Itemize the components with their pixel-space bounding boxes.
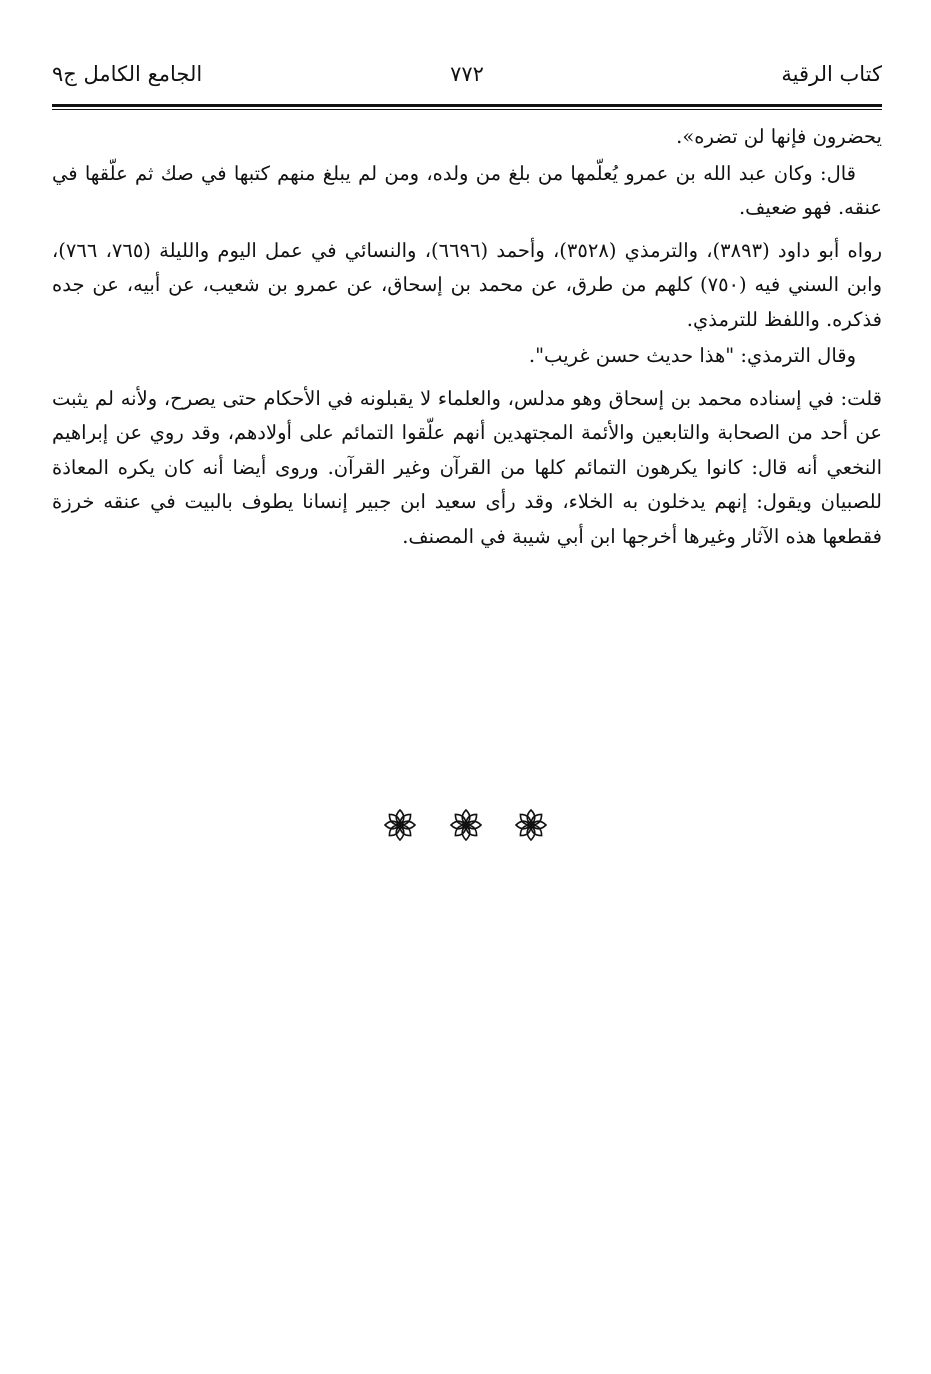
- paragraph-narration: قال: وكان عبد الله بن عمرو يُعلّمها من بلغ من ولده، ومن لم يبلغ منهم كتبها في صك ثم علّقها في عنقه. فهو ضعيف.: [52, 161, 882, 219]
- page-number: ٧٧٢: [450, 62, 484, 86]
- paragraph-tirmidhi-grade: وقال الترمذي: "هذا حديث حسن غريب".: [528, 344, 856, 367]
- running-header-chapter: كتاب الرقية: [781, 62, 882, 86]
- paragraph-hadith-end: يحضرون فإنها لن تضره».: [676, 125, 882, 148]
- flower-ornament-icon: [514, 808, 548, 846]
- flower-ornament-icon: [383, 808, 417, 846]
- section-end-ornaments: [0, 808, 931, 846]
- flower-ornament-icon: [449, 808, 483, 846]
- paragraph-commentary: قلت: في إسناده محمد بن إسحاق وهو مدلس، والعلماء لا يقبلونه في الأحكام حتى يصرح، ولأنه لم يثبت عن أحد من الصحابة والتابعين والأئمة المجتهدين أنهم علّقوا التمائم على أولادهم، وقد روي عن إبراهيم النخعي أنه قال: كانوا يكرهون التمائم كلها من القرآن وغير القرآن. وروى أيضا أنه كان يكره المعاذة للصبيان ويقول: إنهم يدخلون به الخلاء، وقد رأى سعيد ابن جبير إنسانا يطوف بالبيت في عنقه خرزة فقطعها هذه الآثار وغيرها أخرجها ابن أبي شيبة في المصنف.: [52, 386, 882, 548]
- header-rule-thick: [52, 104, 882, 107]
- running-header-book-title: الجامع الكامل ج٩: [52, 62, 203, 86]
- page-header: [52, 52, 882, 96]
- body-text: [52, 120, 882, 554]
- header-rule-thin: [52, 109, 882, 110]
- page: [52, 52, 882, 562]
- paragraph-takhrij: رواه أبو داود (٣٨٩٣)، والترمذي (٣٥٢٨)، وأحمد (٦٦٩٦)، والنسائي في عمل اليوم والليلة (٧٦٥، ٧٦٦)، وابن السني فيه (٧٥٠) كلهم من طرق، عن محمد بن إسحاق، عن عمرو بن شعيب، عن أبيه، عن جده فذكره. واللفظ للترمذي.: [52, 238, 882, 331]
